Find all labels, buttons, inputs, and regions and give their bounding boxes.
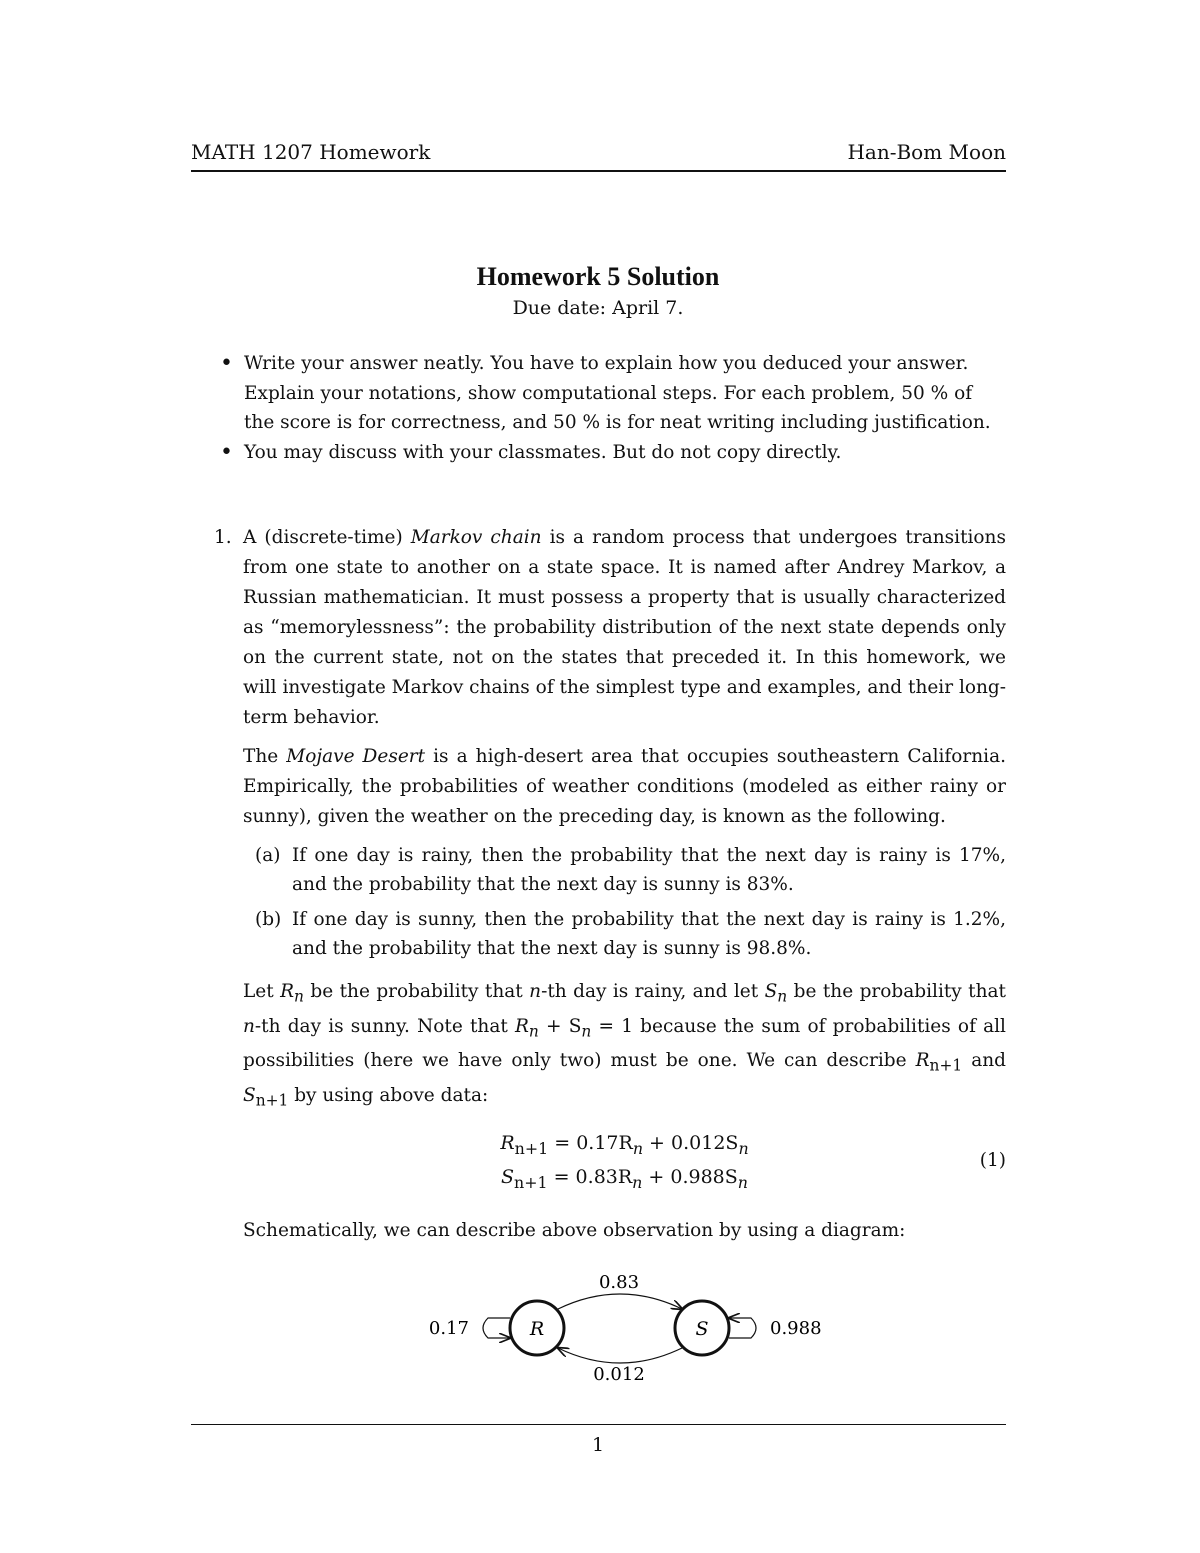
subitem-a: (a) If one day is rainy, then the probability that the next day is rainy is 17%, and the probability that the next day is sunny is 83%. xyxy=(243,841,1006,899)
due-date: Due date: April 7. xyxy=(512,297,684,319)
subitem-label: (b) xyxy=(255,909,282,930)
paragraph-definitions: Let $R_n$ be the probability that n-th day is rainy, and let $S_n$ be the probability that n-th day is sunny. Note that $R_n + S_n = 1$ because the sum of probabilities of all possibilities (here we have only two) must be one. We can describe $R_{n+1}$ and $S_{n+1}$ by using above data: xyxy=(243,981,1006,1110)
paragraph-markov: A (discrete-time) Markov chain is a random process that undergoes transitions from one state to another on a state space. It is named after Andrey Markov, a Russian mathematician. It must possess a property that is usually characterized as “memorylessness”: the probability distribution of the next state depends only on the current state, not on the states that preceded it. In this homework, we will investigate Markov chains of the simplest type and examples, and their long-term behavior. xyxy=(243,527,1007,728)
document-title: Homework 5 Solution xyxy=(476,262,720,291)
running-header xyxy=(191,140,1006,172)
loop-s xyxy=(729,1318,756,1338)
edge-s-to-r xyxy=(558,1348,682,1363)
equation-number: (1) xyxy=(979,1149,1006,1171)
paragraph-diagram-intro: Schematically, we can describe above observation by using a diagram: xyxy=(243,1219,906,1241)
author-name: Han-Bom Moon xyxy=(847,140,1006,164)
instruction-item: • You may discuss with your classmates. But do not copy directly. xyxy=(218,438,1008,468)
problem-1 xyxy=(214,523,1006,1255)
equation-sunny: $S_{n+1} = 0.83R_n + 0.988S_n$ xyxy=(501,1165,748,1192)
loop-r xyxy=(483,1318,510,1338)
equation-system xyxy=(243,1128,1006,1202)
markov-diagram xyxy=(420,1262,840,1387)
edge-label-sr: 0.012 xyxy=(593,1364,645,1385)
instructions-list xyxy=(218,349,1008,467)
edge-label-rs: 0.83 xyxy=(598,1272,640,1293)
subitem-label: (a) xyxy=(255,845,281,866)
edge-r-to-s xyxy=(558,1294,682,1309)
problem-number: 1. xyxy=(214,527,232,548)
page-number: 1 xyxy=(591,1434,605,1456)
problem-body xyxy=(243,523,1006,1246)
term-mojave: Mojave Desert xyxy=(286,746,426,767)
loop-label-s: 0.988 xyxy=(770,1318,822,1339)
state-s-label: S xyxy=(695,1318,709,1340)
state-r-label: R xyxy=(529,1318,545,1340)
equation-rainy: $R_{n+1} = 0.17R_n + 0.012S_n$ xyxy=(500,1131,749,1158)
loop-label-r: 0.17 xyxy=(428,1318,469,1339)
term-markov-chain: Markov chain xyxy=(410,527,542,548)
paragraph-mojave: The Mojave Desert is a high-desert area that occupies southeastern California. Empirically, the probabilities of weather conditions (modeled as either rainy or sunny), given the weather on the preceding day, is known as the following. xyxy=(243,746,1006,827)
footer-rule xyxy=(191,1424,1006,1425)
instruction-item: • Write your answer neatly. You have to explain how you deduced your answer. Explain your notations, show computational steps. For each problem, 50 % of the score is for correctness, and 50 % is for neat writing including justification. xyxy=(218,349,1008,438)
course-title: MATH 1207 Homework xyxy=(191,140,431,164)
subitem-b: (b) If one day is sunny, then the probability that the next day is rainy is 1.2%, and the probability that the next day is sunny is 98.8%. xyxy=(243,905,1006,963)
